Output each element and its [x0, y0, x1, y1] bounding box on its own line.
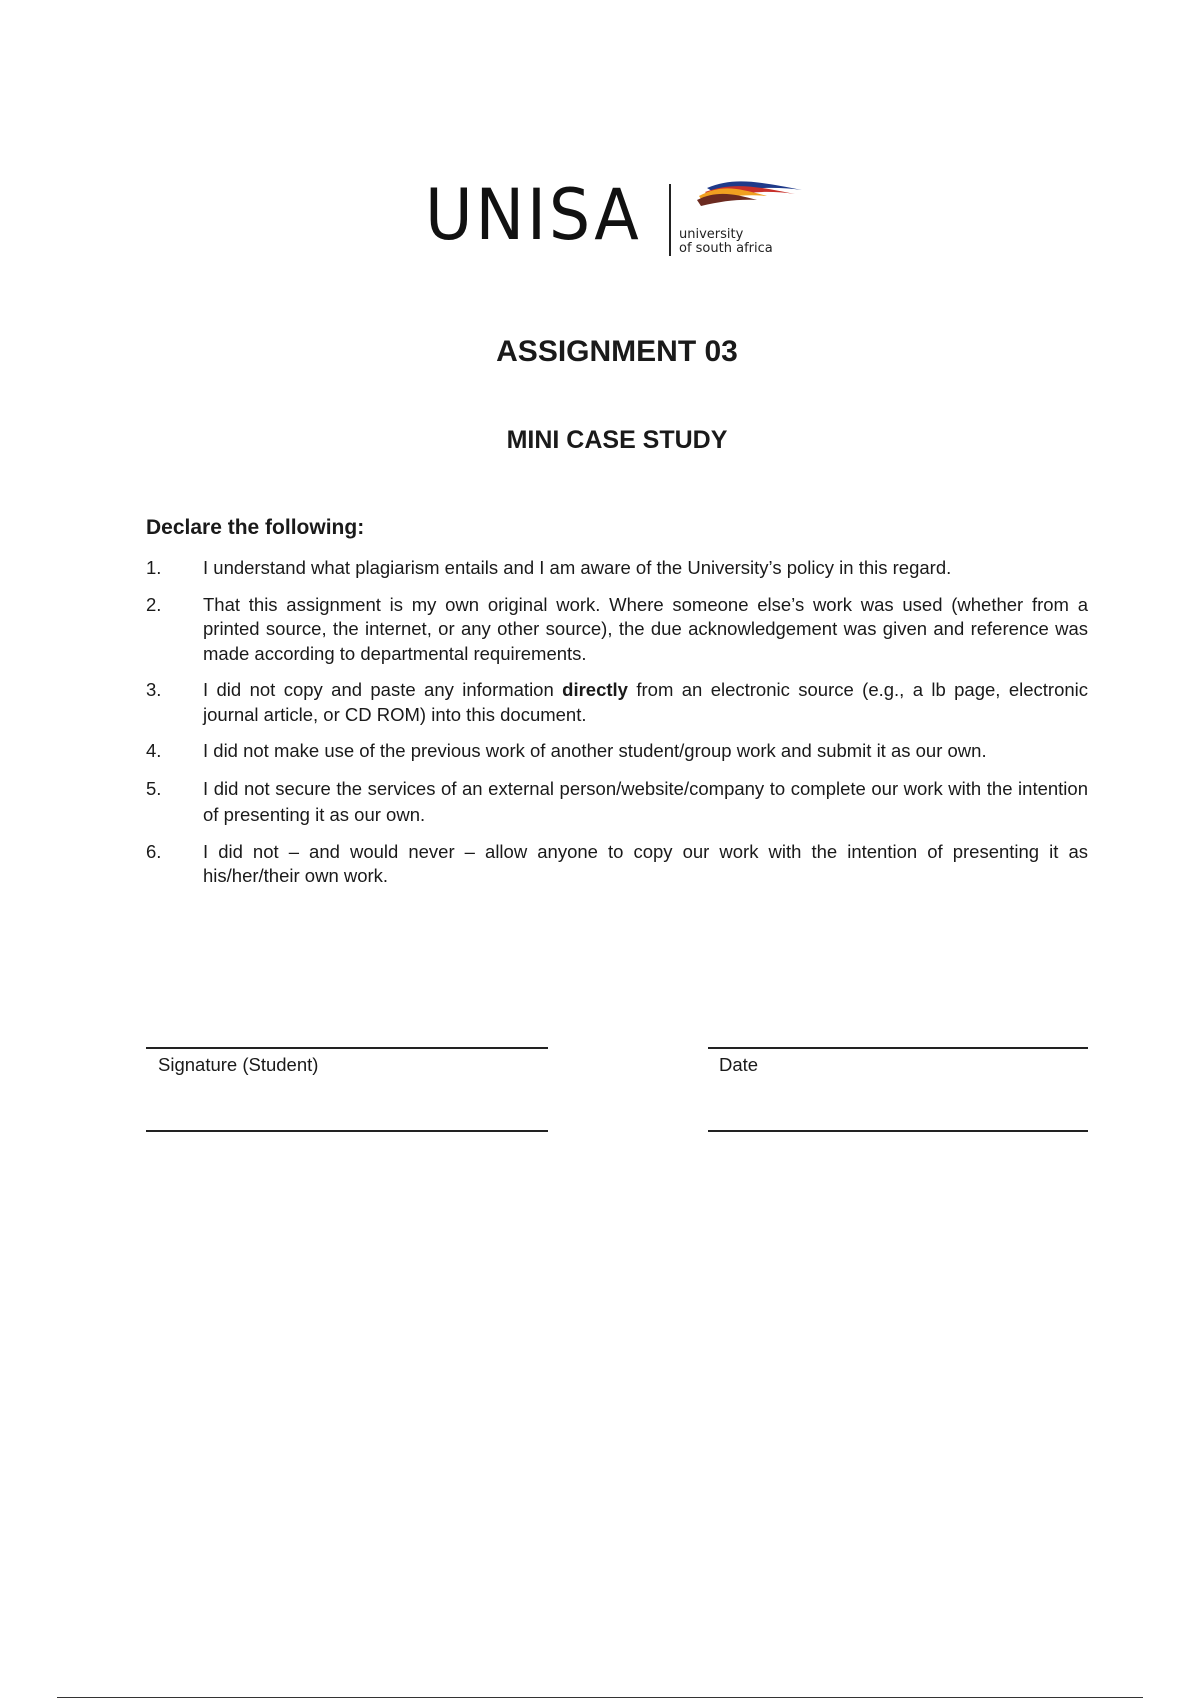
emphasis-directly: directly — [562, 679, 628, 700]
logo-subtitle-line2: of south africa — [679, 241, 773, 256]
list-item — [146, 840, 1088, 889]
logo-wordmark: UNISA — [425, 174, 642, 256]
declaration-heading: Declare the following: — [146, 516, 365, 539]
flag-icon — [677, 178, 807, 218]
signature-label: Signature (Student) — [158, 1054, 319, 1075]
signature-blank-line — [146, 1130, 548, 1132]
declaration-list — [146, 556, 1088, 889]
item-number: 1. — [146, 557, 162, 578]
item-number: 5. — [146, 777, 162, 799]
footer-rule — [57, 1697, 1143, 1698]
date-line — [708, 1047, 1088, 1049]
unisa-logo — [425, 174, 805, 268]
assignment-title: ASSIGNMENT 03 — [496, 335, 738, 368]
list-item — [146, 593, 1088, 667]
item-number: 6. — [146, 840, 162, 862]
item-text: I did not secure the services of an external person/website/company to complete our work with the intention of presenting it as our own. — [203, 777, 1088, 825]
item-text-part: I did not copy and paste any information — [203, 679, 563, 700]
item-text: I did not – and would never – allow anyone to copy our work with the intention of presenting it as his/her/their own work. — [203, 840, 1088, 886]
item-text — [203, 679, 1088, 725]
item-number: 4. — [146, 740, 162, 761]
list-item — [146, 739, 1088, 764]
date-blank-line — [708, 1130, 1088, 1132]
logo-subtitle — [679, 228, 773, 256]
signature-line — [146, 1047, 548, 1049]
item-text: I did not make use of the previous work of another student/group work and submit it as our own. — [203, 740, 987, 761]
list-item — [146, 678, 1088, 727]
item-text: I understand what plagiarism entails and I am aware of the University’s policy in this regard. — [203, 557, 952, 578]
item-number: 3. — [146, 679, 162, 700]
logo-subtitle-line1: university — [679, 227, 744, 242]
item-text: That this assignment is my own original work. Where someone else’s work was used (whether from a printed source, the internet, or any other source), the due acknowledgement was given and reference was made according to departmental requirements. — [203, 593, 1088, 664]
date-label: Date — [719, 1054, 759, 1075]
logo-divider — [669, 184, 671, 256]
list-item — [146, 776, 1088, 828]
item-number: 2. — [146, 593, 162, 615]
item-text-part: from an electronic source (e.g., a lb page, electronic journal article, or CD ROM) into this document. — [203, 679, 1089, 725]
assignment-subtitle: MINI CASE STUDY — [506, 426, 728, 454]
list-item — [146, 556, 1088, 581]
